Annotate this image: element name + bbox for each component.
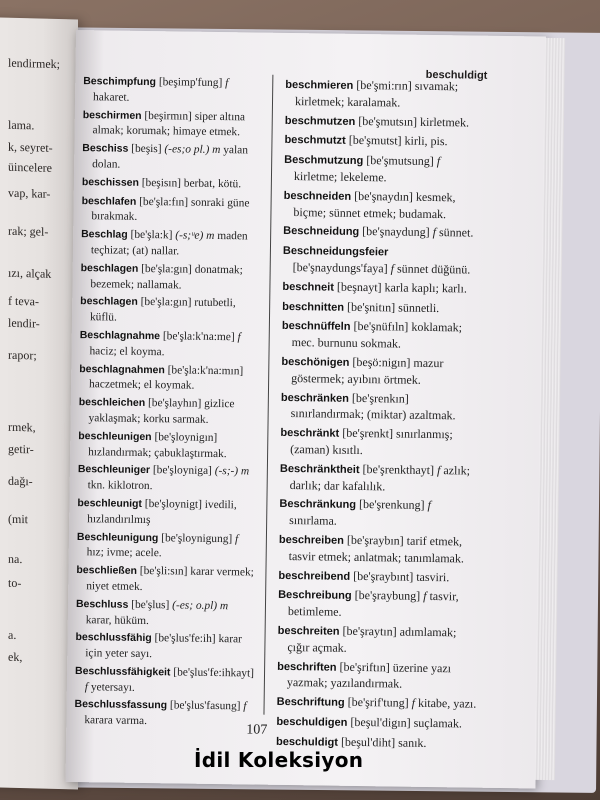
entry-headword: Beschmutzung [284, 154, 364, 168]
entry-pronunciation: [beşis] [131, 142, 162, 156]
entry-definition: tasvir, betimleme. [287, 589, 459, 619]
dictionary-entry [78, 395, 258, 428]
entry-definition: koklamak; mec. burnunu sokmak. [291, 320, 463, 351]
entry-headword: Beschränkung [279, 498, 357, 512]
entry-definition: hakaret. [92, 91, 130, 104]
entry-headword: Beschreibung [278, 589, 352, 603]
entry-headword: beschissen [81, 176, 139, 189]
entry-grammar: f [390, 261, 395, 276]
entry-headword: Beschlag [81, 229, 128, 241]
entry-definition: kitabe, yazı. [417, 695, 477, 711]
entry-pronunciation: [be'şloyniga] [152, 464, 212, 478]
entry-headword: Beschleuniger [77, 464, 151, 477]
entry-grammar: f [84, 680, 89, 693]
entry-pronunciation: [be'şrenkt] [342, 425, 394, 441]
dictionary-entry [285, 77, 485, 112]
entry-headword: beschnitten [282, 300, 345, 314]
entry-definition: sonraki güne bırakmak. [91, 196, 250, 224]
entry-headword: Beschneidungsfeier [282, 245, 389, 259]
entry-definition: sünnet. [438, 225, 474, 240]
dictionary-entry [81, 194, 261, 227]
entry-pronunciation: [be'şnüfıln] [353, 319, 409, 335]
dictionary-entry [278, 587, 478, 622]
entry-headword: beschriften [277, 660, 337, 674]
entry-definition: kirletme; lekeleme. [293, 169, 387, 185]
entry-definition: berbat, kötü. [183, 177, 242, 191]
entry-definition: rutubetli, küflü. [89, 297, 236, 324]
entry-definition: karar, hüküm. [85, 613, 149, 627]
entry-definition: maden teçhizat; (at) nallar. [90, 230, 248, 258]
entry-headword: beschmutzt [284, 134, 346, 148]
entry-definition: donatmak; bezemek; nallamak. [90, 263, 243, 292]
entry-pronunciation: [be'şla:fın] [139, 195, 189, 209]
entry-definition: kesmek, biçme; sünnet etmek; budamak. [293, 189, 456, 221]
dictionary-entry [74, 698, 254, 731]
entry-headword: beschmutzen [284, 114, 356, 128]
entry-headword: beschlagnahmen [79, 363, 165, 376]
entry-grammar: f [427, 498, 431, 513]
entry-headword: beschlagen [80, 262, 139, 275]
entry-definition: haciz; el koyma. [89, 344, 165, 359]
entry-headword: beschreiben [278, 533, 344, 547]
left-page-fragment: lendirmek; [8, 55, 60, 72]
entry-definition: kirletmek. [419, 114, 470, 130]
left-page-fragment: üincelere [8, 159, 52, 175]
entry-headword: beschlagen [80, 296, 138, 309]
entry-pronunciation: [beşul'digın] [350, 714, 411, 730]
entry-pronunciation: [be'şla:k] [130, 228, 173, 242]
entry-grammar: f [436, 154, 441, 169]
entry-pronunciation: [be'şnaydın] [354, 188, 414, 204]
entry-definition: sünnet düğünü. [396, 261, 471, 277]
entry-headword: Beschlagnahme [79, 330, 161, 343]
entry-definition: sıvamak; kirletmek; karalamak. [294, 78, 459, 110]
entry-grammar: f [243, 700, 247, 713]
dictionary-entry [76, 597, 256, 630]
left-page-fragment: ızı, alçak [8, 265, 52, 281]
entry-definition: sınırlama. [289, 513, 337, 528]
entry-headword: beschlussfähig [75, 632, 152, 645]
entry-pronunciation: [be'şli:sın] [139, 565, 188, 578]
entry-pronunciation: [be'şloynigung] [161, 531, 233, 545]
dictionary-entry [80, 261, 260, 294]
entry-pronunciation: [beşimp'fung] [158, 76, 223, 90]
dictionary-entry [78, 462, 258, 495]
entry-headword: Beschlussfähigkeit [74, 665, 171, 679]
entry-pronunciation: [be'şraytın] [342, 623, 397, 639]
entry-headword: Beschneidung [283, 225, 360, 239]
dictionary-entry [283, 188, 483, 223]
dictionary-entry [277, 694, 477, 714]
dictionary-entry [279, 532, 479, 567]
left-page-fragment: vap, kar- [8, 185, 51, 201]
dictionary-entry [285, 113, 485, 133]
entry-pronunciation: [be'şlus'fe:ihkayt] [173, 666, 255, 680]
dictionary-entry [280, 425, 480, 460]
entry-definition: hız; ivme; acele. [86, 546, 162, 560]
entry-headword: Beschimpfung [83, 76, 157, 89]
left-page-fragment: k, seyret- [8, 139, 53, 155]
entry-definition: kirli, pis. [404, 133, 448, 149]
entry-grammar: f [411, 695, 416, 710]
entry-headword: beschönigen [281, 355, 350, 369]
dictionary-entry [284, 132, 484, 152]
dictionary-entry [79, 362, 259, 395]
dictionary-entry [276, 714, 476, 734]
left-page-fragment: rak; gel- [8, 223, 49, 239]
dictionary-entry [81, 227, 261, 260]
dictionary-entry [281, 389, 481, 424]
watermark-text: İdil Koleksiyon [194, 748, 364, 772]
entry-pronunciation: [beşnayt] [336, 279, 382, 295]
entry-headword: Beschlussfassung [74, 699, 168, 712]
entry-headword: beschleichen [78, 397, 146, 410]
entry-pronunciation: [be'şraybın] [346, 532, 404, 548]
dictionary-entry [278, 567, 478, 587]
entry-definition: tasviri. [416, 569, 450, 584]
entry-headword: beschmieren [285, 78, 354, 92]
entry-headword: Beschriftung [276, 695, 345, 709]
entry-definition: azlık; darlık; dar kafalılık. [289, 462, 471, 493]
entry-pronunciation: [be'şnaydung] [362, 224, 430, 240]
dictionary-entry [83, 74, 263, 107]
dictionary-entry [282, 279, 482, 299]
entry-headword: beschreibend [278, 569, 351, 583]
entry-definition: karar vermek; niyet etmek. [86, 565, 254, 593]
left-page-fragment: (mit [8, 511, 28, 527]
entry-pronunciation: [be'şrenkung] [358, 497, 425, 513]
right-page [66, 30, 546, 788]
entry-pronunciation: [be'şnitın] [346, 299, 396, 315]
entry-pronunciation: [be'şraybung] [354, 588, 421, 604]
entry-definition: yalan dolan. [92, 144, 249, 171]
dictionary-entry [82, 108, 262, 141]
left-column [74, 74, 263, 734]
entry-headword: Beschiss [82, 143, 129, 155]
dictionary-entry [75, 664, 255, 697]
left-page-fragment: lendir- [8, 315, 40, 331]
entry-pronunciation: [be'şloynigın] [154, 430, 218, 444]
entry-definition: mazur göstermek; ayıbını örtmek. [291, 355, 444, 387]
entry-headword: beschneit [282, 280, 335, 294]
entry-pronunciation: [be'şrenkın] [351, 390, 409, 406]
entry-grammar: f [225, 77, 229, 90]
entry-definition: sınırlandırmak; (miktar) azaltmak. [290, 406, 456, 423]
entry-definition: tarif etmek, tasvir etmek; anlatmak; tanımlamak. [288, 533, 465, 566]
entry-definition: yetersayı. [90, 680, 135, 694]
entry-definition: hızlandırmak; çabuklaştırmak. [88, 445, 227, 460]
page-number: 107 [246, 722, 268, 738]
dictionary-entry [280, 461, 480, 496]
dictionary-entry [283, 243, 483, 278]
dictionary-entry [283, 223, 483, 243]
column-divider [263, 75, 273, 715]
entry-headword: Beschränktheit [279, 462, 360, 476]
left-page-fragment: f teva- [8, 293, 39, 309]
dictionary-entry [79, 328, 259, 361]
entry-pronunciation: [beşö:nigın] [352, 354, 411, 370]
entry-definition: suçlamak. [413, 715, 463, 731]
entry-pronunciation: [be'şlus'fe:ih] [154, 632, 216, 646]
entry-headword: beschnüffeln [281, 320, 351, 334]
entry-pronunciation: [be'şlayhın] [147, 397, 202, 410]
entry-grammar: (-es; o.pl) m [172, 599, 229, 612]
left-page-fragment: rmek, [8, 419, 36, 435]
entry-grammar: f [423, 589, 427, 604]
dictionary-entry [80, 294, 260, 327]
entry-pronunciation: [be'şnaydungs'faya] [292, 260, 388, 276]
entry-pronunciation: [beşisın] [141, 176, 182, 190]
entry-grammar: f [237, 331, 241, 344]
entry-headword: beschuldigt [276, 735, 339, 749]
entry-headword: beschneiden [283, 189, 352, 203]
left-page-fragment: lama. [8, 117, 35, 133]
entry-definition: karar için yeter sayı. [85, 633, 242, 661]
entry-pronunciation: [be'şmi:rın] [356, 77, 412, 93]
running-head: beschuldigt [425, 68, 488, 82]
entry-pronunciation: [beşul'diht] [340, 734, 396, 750]
entry-headword: beschirmen [82, 109, 142, 122]
left-page-fragment: a. [8, 627, 17, 642]
entry-pronunciation: [be'şla:k'na:me] [162, 330, 235, 344]
entry-headword: beschließen [76, 565, 138, 578]
entry-headword: beschränkt [280, 427, 340, 440]
entry-headword: Beschluss [75, 598, 129, 611]
entry-headword: beschleunigt [77, 497, 143, 510]
entry-definition: adımlamak; çığır açmak. [287, 624, 457, 655]
entry-definition: sanık. [398, 735, 427, 750]
dictionary-entry [277, 623, 477, 658]
dictionary-entry [76, 563, 256, 596]
entry-grammar: (-s;ᵘe) m [175, 229, 215, 243]
left-page-fragment: ek, [8, 649, 23, 665]
left-page-fragment: dağı- [8, 473, 33, 489]
entry-pronunciation: [be'şlus] [131, 598, 170, 612]
entry-pronunciation: [be'şla:k'na:mın] [167, 363, 244, 377]
entry-pronunciation: [be'şmutsung] [366, 153, 434, 169]
entry-definition: sünnetli. [398, 300, 440, 315]
entry-headword: beschreiten [277, 624, 340, 638]
entry-definition: haczetmek; el koymak. [88, 378, 195, 393]
entry-headword: beschlafen [81, 195, 137, 208]
dictionary-entry [75, 630, 255, 663]
entry-grammar: (-s;-) m [214, 465, 250, 478]
dictionary-entry [282, 298, 482, 318]
entry-pronunciation: [beşirmın] [144, 109, 192, 123]
entry-pronunciation: [be'şla:gın] [141, 262, 192, 276]
entry-definition: siper altına almak; korumak; himaye etmek. [92, 110, 246, 139]
dictionary-entry [82, 175, 262, 193]
dictionary-entry [279, 496, 479, 531]
entry-grammar: f [432, 225, 437, 240]
entry-definition: gizlice yaklaşmak; korku sarmak. [88, 397, 235, 426]
entry-headword: beschuldigen [276, 715, 348, 729]
dictionary-entry [282, 318, 482, 353]
dictionary-entry [77, 530, 257, 563]
left-page-fragment: to- [8, 575, 22, 591]
entry-definition: ivedili, hızlandırılmış [87, 498, 237, 526]
entry-pronunciation: [be'şraybınt] [353, 568, 414, 584]
entry-definition: karara varma. [84, 714, 148, 728]
entry-definition: tkn. kiklotron. [87, 479, 153, 493]
entry-headword: Beschleunigung [76, 531, 159, 544]
entry-pronunciation: [be'şloynigt] [144, 497, 203, 511]
dictionary-entry [277, 658, 477, 693]
entry-grammar: f [436, 462, 441, 477]
entry-definition: üzerine yazı yazmak; yazılandırmak. [286, 659, 452, 691]
left-page-fragment: na. [8, 551, 23, 567]
left-page-fragment: rapor; [8, 347, 37, 363]
dictionary-entry [281, 354, 481, 389]
entry-grammar: f [235, 532, 239, 545]
entry-pronunciation: [be'şmutsın] [358, 113, 418, 129]
dictionary-entry [284, 152, 484, 187]
entry-pronunciation: [be'şrif'tung] [347, 694, 409, 710]
entry-headword: beschleunigen [78, 430, 152, 443]
entry-pronunciation: [be'şla:gın] [140, 296, 192, 309]
entry-pronunciation: [be'şriftın] [339, 659, 390, 674]
entry-definition: sınırlanmış; (zaman) kısıtlı. [290, 426, 453, 457]
entry-definition: karla kaplı; karlı. [384, 280, 467, 296]
dictionary-entry [77, 496, 257, 529]
entry-grammar: (-es;o pl.) m [164, 143, 221, 157]
entry-headword: beschränken [280, 391, 350, 405]
entry-pronunciation: [be'şrenkthayt] [362, 461, 435, 477]
right-column [276, 77, 485, 756]
dictionary-entry [82, 141, 262, 174]
left-page-fragment: getir- [8, 441, 34, 457]
dictionary-entry [78, 429, 258, 462]
entry-pronunciation: [be'şmutst] [348, 133, 402, 148]
entry-pronunciation: [be'şlus'fasung] [169, 699, 241, 713]
